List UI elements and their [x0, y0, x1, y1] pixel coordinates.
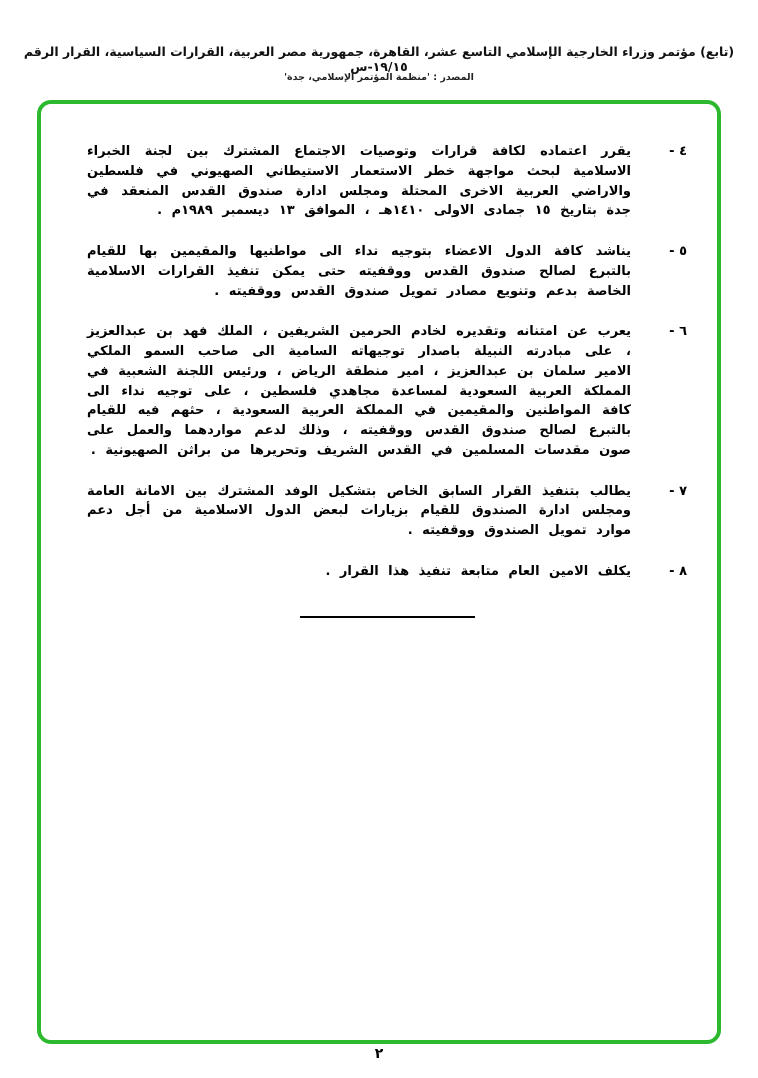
item-number: ٥ - — [669, 244, 687, 259]
resolution-item — [87, 142, 687, 221]
resolution-item — [87, 482, 687, 541]
end-separator-line — [300, 616, 475, 618]
green-border-frame — [37, 100, 721, 1044]
resolution-body — [41, 104, 717, 618]
item-text: يكلف الامين العام متابعة تنفيذ هذا القرار . — [325, 563, 631, 579]
document-header: (تابع) مؤتمر وزراء الخارجية الإسلامي التاسع عشر، القاهرة، جمهورية مصر العربية، القرارات السياسية، القرار الرقم ١٩/١٥-س — [23, 44, 735, 74]
item-text: يطالب بتنفيذ القرار السابق الخاص بتشكيل الوفد المشترك بين الامانة العامة ومجلس ادارة الصندوق للقيام بزيارات لبعض الدول الاسلامية من أجل دعم موارد تمويل الصندوق ووقفيته . — [87, 483, 631, 538]
item-number: ٤ - — [669, 144, 687, 159]
item-text: يعرب عن امتنانه وتقديره لخادم الحرمين الشريفين ، الملك فهد بن عبدالعزيز ، على مبادرته النبيلة باصدار توجيهاته السامية الى صاحب السمو الملكي الامير سلمان بن عبدالعزيز ، امير منطقة الرياض ، ورئيس اللجنة الشعبية في المملكة العربية السعودية لمساعدة مجاهدي فلسطين ، على توجيه نداء الى كافة المواطنين والمقيمين في المملكة العربية السعودية ، حثهم فيه للقيام بالتبرع لصالح صندوق القدس ووقفيته ، وذلك لدعم مواردهما والعمل على صون مقدسات المسلمين في القدس الشريف وتحريرها من براثن الصهيونية . — [87, 324, 631, 458]
page-number: ٢ — [374, 1046, 384, 1062]
resolution-item — [87, 322, 687, 460]
resolution-item — [87, 242, 687, 301]
item-text: يقرر اعتماده لكافة قرارات وتوصيات الاجتماع المشترك بين لجنة الخبراء الاسلامية لبحث مواجهة خطر الاستعمار الاستيطاني الصهيوني في فلسطين والاراضي العربية الاخرى المحتلة ومجلس ادارة صندوق القدس المنعقد في جدة بتاريخ ١٥ جمادى الاولى ١٤١٠هـ ، الموافق ١٣ ديسمبر ١٩٨٩م . — [87, 144, 631, 219]
item-number: ٨ - — [669, 563, 687, 579]
item-text: يناشد كافة الدول الاعضاء بتوجيه نداء الى مواطنيها والمقيمين بها للقيام بالتبرع لصالح صندوق القدس ووقفيته حتى يمكن تنفيذ القرارات الاسلامية الخاصة بدعم وتنويع مصادر تمويل صندوق القدس ووقفيته . — [87, 244, 631, 299]
resolution-item — [87, 562, 687, 582]
source-line: المصدر : 'منظمة المؤتمر الإسلامي، جدة' — [284, 72, 474, 83]
item-number: ٦ - — [669, 324, 687, 340]
item-number: ٧ - — [669, 483, 687, 499]
